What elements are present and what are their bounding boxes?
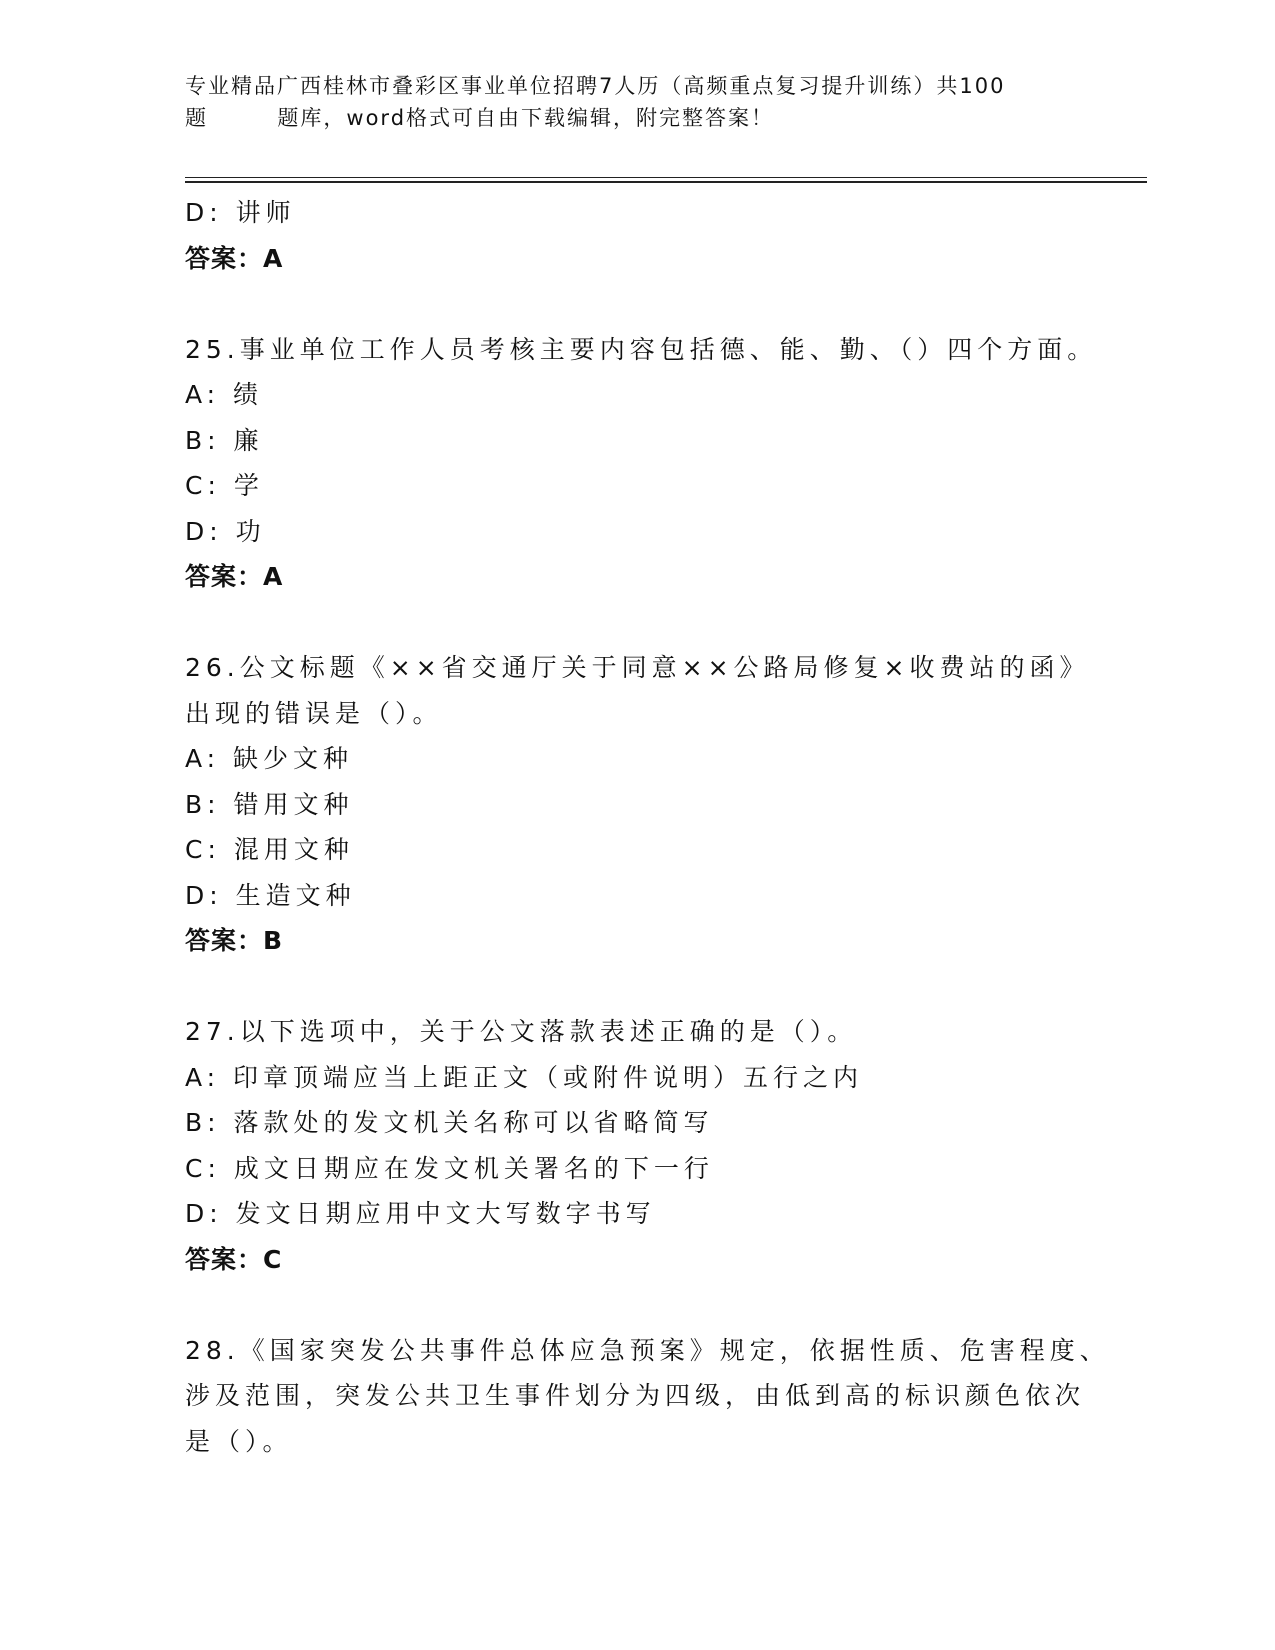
header-title-line1: 专业精品广西桂林市叠彩区事业单位招聘7人历（高频重点复习提升训练）共100 — [185, 74, 1006, 98]
prev-answer: 答案：A — [185, 243, 284, 273]
option-c: C: 成文日期应在发文机关署名的下一行 — [185, 1153, 714, 1183]
option-a: A: 缺少文种 — [185, 744, 354, 773]
option-c: C: 混用文种 — [185, 835, 354, 864]
answer: 答案：A — [185, 562, 284, 591]
prev-option-d: D: 讲师 — [185, 198, 296, 227]
question-28 — [185, 1328, 1110, 1465]
question-27 — [185, 1009, 1085, 1282]
question-stem-line1: 28.《国家突发公共事件总体应急预案》规定，依据性质、危害程度、 — [185, 1335, 1110, 1365]
option-d: D: 生造文种 — [185, 880, 356, 910]
question-content — [185, 190, 1110, 1464]
option-d: D: 功 — [185, 516, 266, 546]
header-rule-thick — [185, 181, 1147, 183]
option-b: B: 廉 — [185, 425, 264, 455]
option-a: A: 绩 — [185, 380, 264, 409]
option-a: A: 印章顶端应当上距正文（或附件说明）五行之内 — [185, 1062, 864, 1092]
question-stem: 27.以下选项中，关于公文落款表述正确的是（）。 — [185, 1017, 858, 1046]
option-b: B: 落款处的发文机关名称可以省略简写 — [185, 1108, 714, 1137]
answer: 答案：B — [185, 926, 284, 955]
option-b: B: 错用文种 — [185, 789, 354, 819]
header-title-line2: 题 题库，word格式可自由下载编辑，附完整答案！ — [185, 106, 775, 130]
page-header — [185, 70, 1085, 134]
option-c: C: 学 — [185, 471, 264, 500]
question-stem: 25.事业单位工作人员考核主要内容包括德、能、勤、（）四个方面。 — [185, 334, 1098, 364]
question-stem-line1: 26.公文标题《××省交通厅关于同意××公路局修复×收费站的函》 — [185, 653, 1090, 682]
header-rule-thin — [185, 177, 1147, 178]
question-stem-line2: 出现的错误是（）。 — [185, 698, 443, 728]
option-d: D: 发文日期应用中文大写数字书写 — [185, 1199, 656, 1228]
question-25 — [185, 327, 1098, 600]
question-stem-line2: 涉及范围，突发公共卫生事件划分为四级，由低到高的标识颜色依次 — [185, 1381, 1086, 1410]
question-stem-line3: 是（）。 — [185, 1426, 293, 1456]
answer: 答案：C — [185, 1244, 283, 1274]
question-26 — [185, 645, 1090, 964]
